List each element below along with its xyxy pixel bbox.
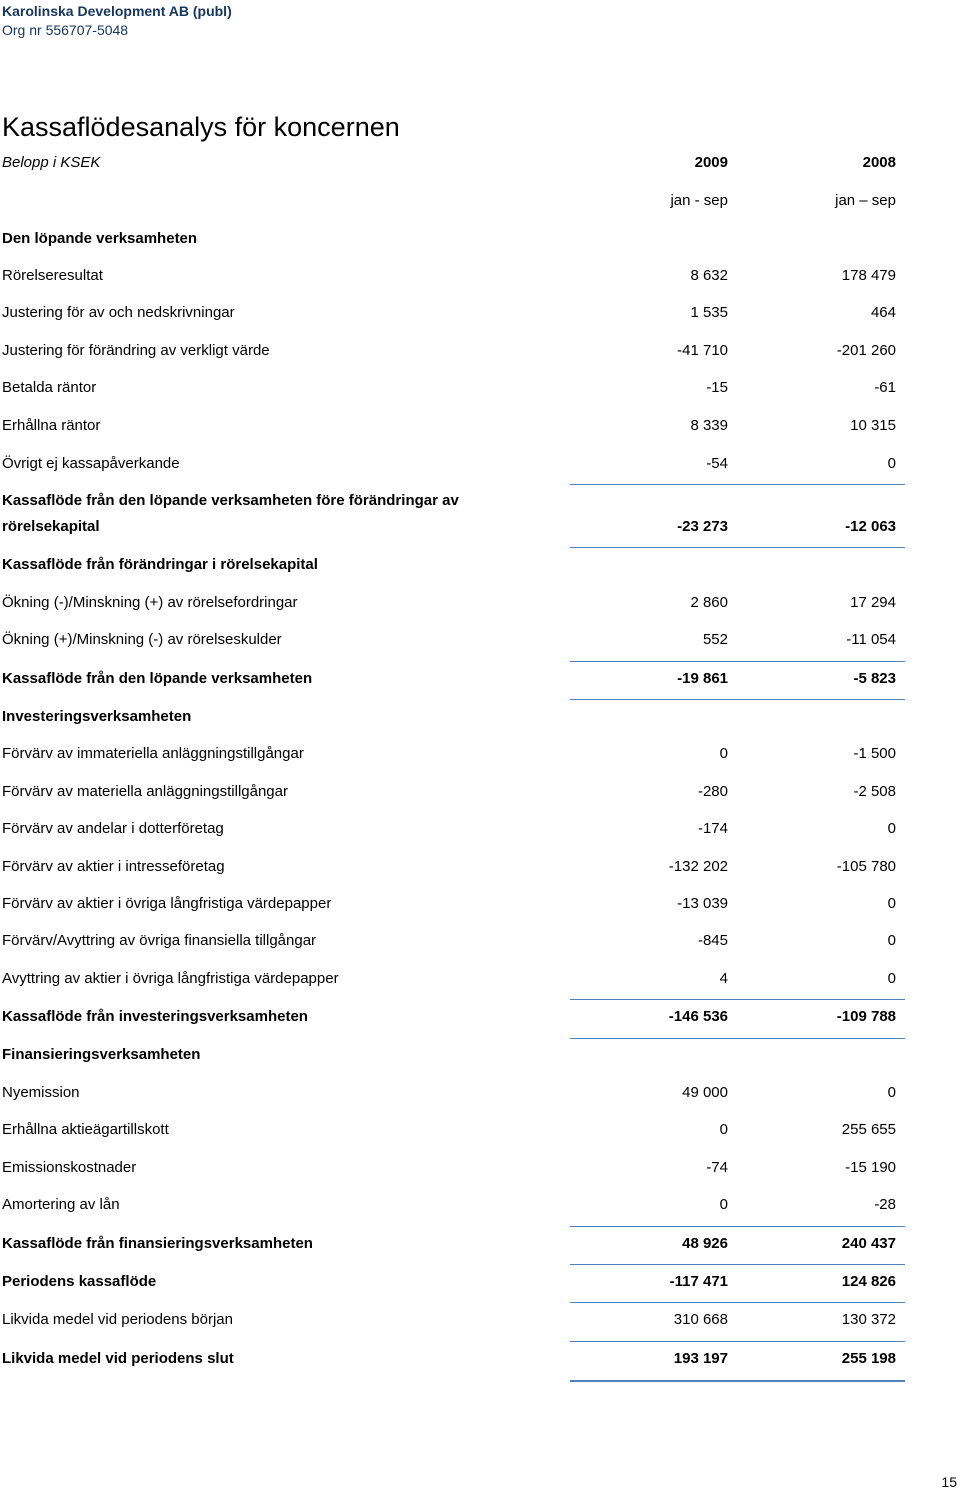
row-label: Rörelseresultat <box>2 267 103 284</box>
value-2009: 310 668 <box>673 1311 728 1328</box>
table-row <box>0 417 905 435</box>
table-row <box>0 895 905 913</box>
table-row <box>0 745 905 763</box>
row-label: Kassaflöde från finansieringsverksamheten <box>2 1235 313 1252</box>
value-2009: 8 632 <box>690 267 728 284</box>
page-number: 15 <box>941 1474 957 1490</box>
row-label: rörelsekapital <box>2 518 100 535</box>
subtotal-row <box>0 518 905 536</box>
row-label: Betalda räntor <box>2 379 97 396</box>
value-2009: -74 <box>706 1159 728 1176</box>
divider <box>570 1264 905 1265</box>
table-row <box>0 304 905 322</box>
divider <box>570 1302 905 1303</box>
row-label: Förvärv av aktier i övriga långfristiga värdepapper <box>2 895 332 912</box>
section-heading <box>0 708 905 726</box>
value-2008: 0 <box>887 895 896 912</box>
table-row <box>0 631 905 649</box>
value-2008: 10 315 <box>850 417 896 434</box>
value-2009: -13 039 <box>677 895 728 912</box>
unit-label: Belopp i KSEK <box>2 154 101 171</box>
row-label: Förvärv av andelar i dotterföretag <box>2 820 224 837</box>
value-2008: -2 508 <box>853 783 896 800</box>
row-label: Ökning (+)/Minskning (-) av rörelseskulder <box>2 631 282 648</box>
year-2008: 2008 <box>862 154 896 171</box>
divider <box>570 1038 905 1039</box>
table-row <box>0 379 905 397</box>
table-row <box>0 1196 905 1214</box>
row-label: Nyemission <box>2 1084 80 1101</box>
row-label: Kassaflöde från den löpande verksamheten <box>2 670 313 687</box>
divider <box>570 999 905 1000</box>
row-label: Amortering av lån <box>2 1196 120 1213</box>
total-row <box>0 1350 905 1368</box>
value-2008: 255 655 <box>841 1121 896 1138</box>
row-label: Likvida medel vid periodens slut <box>2 1350 234 1367</box>
table-row <box>0 1084 905 1102</box>
column-header-years <box>0 154 905 172</box>
row-label: Den löpande verksamheten <box>2 230 198 247</box>
divider <box>570 661 905 662</box>
value-2008: -61 <box>874 379 896 396</box>
value-2009: 0 <box>719 1121 728 1138</box>
value-2009: -845 <box>697 932 728 949</box>
period-2009: jan - sep <box>670 192 728 209</box>
row-label: Investeringsverksamheten <box>2 708 192 725</box>
value-2009: -23 273 <box>677 518 728 535</box>
value-2008: -105 780 <box>836 858 896 875</box>
value-2009: 48 926 <box>682 1235 728 1252</box>
divider <box>570 1226 905 1227</box>
value-2008: 255 198 <box>841 1350 896 1367</box>
row-label: Förvärv/Avyttring av övriga finansiella tillgångar <box>2 932 317 949</box>
table-row <box>0 1121 905 1139</box>
row-label: Ökning (-)/Minskning (+) av rörelsefordringar <box>2 594 298 611</box>
value-2009: -54 <box>706 455 728 472</box>
row-label: Förvärv av materiella anläggningstillgångar <box>2 783 288 800</box>
row-label: Kassaflöde från förändringar i rörelsekapital <box>2 556 318 573</box>
year-2009: 2009 <box>694 154 728 171</box>
value-2008: 178 479 <box>841 267 896 284</box>
value-2008: 130 372 <box>841 1311 896 1328</box>
row-label: Justering för förändring av verkligt värde <box>2 342 270 359</box>
row-label: Finansieringsverksamheten <box>2 1046 201 1063</box>
value-2009: 4 <box>719 970 728 987</box>
table-row <box>0 783 905 801</box>
value-2008: -11 054 <box>846 631 896 648</box>
double-divider <box>570 1380 905 1382</box>
value-2008: 464 <box>870 304 896 321</box>
org-number: Org nr 556707-5048 <box>2 22 129 38</box>
subtotal-row-line1 <box>0 492 905 510</box>
section-heading <box>0 556 905 574</box>
value-2008: -1 500 <box>853 745 896 762</box>
value-2009: -117 471 <box>669 1273 728 1290</box>
value-2009: -19 861 <box>677 670 728 687</box>
value-2009: 49 000 <box>682 1084 728 1101</box>
row-label: Erhållna aktieägartillskott <box>2 1121 169 1138</box>
section-heading <box>0 1046 905 1064</box>
value-2008: 17 294 <box>850 594 896 611</box>
table-row <box>0 267 905 285</box>
divider <box>570 1341 905 1342</box>
value-2008: 0 <box>887 932 896 949</box>
value-2008: -5 823 <box>853 670 896 687</box>
row-label: Emissionskostnader <box>2 1159 137 1176</box>
subtotal-row <box>0 670 905 688</box>
value-2009: 0 <box>719 1196 728 1213</box>
divider <box>570 699 905 700</box>
value-2008: -12 063 <box>845 518 896 535</box>
divider <box>570 547 905 548</box>
value-2008: 240 437 <box>841 1235 896 1252</box>
value-2009: -174 <box>697 820 728 837</box>
value-2009: 552 <box>702 631 728 648</box>
value-2008: -109 788 <box>836 1008 896 1025</box>
column-header-periods <box>0 192 905 210</box>
row-label: Periodens kassaflöde <box>2 1273 157 1290</box>
value-2009: -132 202 <box>668 858 728 875</box>
table-row <box>0 970 905 988</box>
value-2009: 0 <box>719 745 728 762</box>
table-row <box>0 594 905 612</box>
value-2008: 124 826 <box>841 1273 896 1290</box>
row-label: Förvärv av immateriella anläggningstillgångar <box>2 745 304 762</box>
value-2009: -15 <box>706 379 728 396</box>
value-2008: 0 <box>887 970 896 987</box>
divider <box>570 484 905 485</box>
table-row <box>0 858 905 876</box>
section-heading <box>0 230 905 248</box>
row-label: Likvida medel vid periodens början <box>2 1311 233 1328</box>
table-row <box>0 1159 905 1177</box>
value-2008: 0 <box>887 455 896 472</box>
subtotal-row <box>0 1008 905 1026</box>
table-row <box>0 455 905 473</box>
value-2008: 0 <box>887 820 896 837</box>
value-2009: 193 197 <box>673 1350 728 1367</box>
subtotal-row <box>0 1235 905 1253</box>
table-row <box>0 932 905 950</box>
row-label: Erhållna räntor <box>2 417 101 434</box>
row-label: Justering för av och nedskrivningar <box>2 304 235 321</box>
table-row <box>0 820 905 838</box>
row-label: Övrigt ej kassapåverkande <box>2 455 180 472</box>
row-label: Kassaflöde från investeringsverksamheten <box>2 1008 308 1025</box>
value-2008: 0 <box>887 1084 896 1101</box>
page-title: Kassaflödesanalys för koncernen <box>2 112 400 142</box>
value-2008: -28 <box>874 1196 896 1213</box>
value-2008: -15 190 <box>845 1159 896 1176</box>
row-label: Kassaflöde från den löpande verksamheten före förändringar av <box>2 492 459 509</box>
row-label: Förvärv av aktier i intresseföretag <box>2 858 225 875</box>
value-2008: -201 260 <box>836 342 896 359</box>
value-2009: 2 860 <box>690 594 728 611</box>
table-row <box>0 342 905 360</box>
total-row <box>0 1273 905 1291</box>
company-name: Karolinska Development AB (publ) <box>2 3 232 19</box>
table-row <box>0 1311 905 1329</box>
row-label: Avyttring av aktier i övriga långfristiga värdepapper <box>2 970 339 987</box>
value-2009: -280 <box>697 783 728 800</box>
value-2009: -146 536 <box>668 1008 728 1025</box>
value-2009: -41 710 <box>677 342 728 359</box>
value-2009: 8 339 <box>690 417 728 434</box>
value-2009: 1 535 <box>690 304 728 321</box>
period-2008: jan – sep <box>835 192 896 209</box>
